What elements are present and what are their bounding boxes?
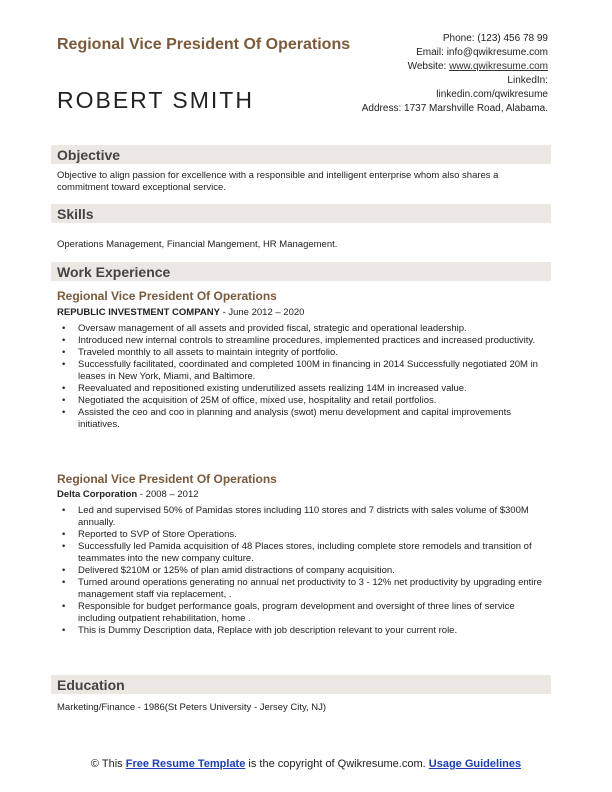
list-item: • Reevaluated and repositioned existing underutilized assets realizing 14M in increased value.: [62, 383, 552, 395]
email-value: info@qwikresume.com: [446, 47, 548, 58]
education-section-header: [51, 675, 551, 694]
education-heading: Education: [57, 677, 125, 693]
job-1-title: Regional Vice President Of Operations: [57, 289, 277, 303]
phone-label: Phone:: [442, 33, 475, 44]
list-item: • Responsible for budget performance goals, program development and oversight of three lines of service including outpatient rehabilitation, home .: [62, 601, 552, 625]
contact-website: [318, 60, 548, 74]
job-2-title: Regional Vice President Of Operations: [57, 472, 277, 486]
job-2-company-line: [57, 489, 199, 500]
contact-phone: [318, 32, 548, 46]
objective-heading: Objective: [57, 147, 121, 163]
address-value: 1737 Marshville Road, Alabama.: [404, 103, 548, 114]
job-2-company: Delta Corporation: [57, 489, 138, 500]
footer-prefix: © This: [90, 758, 123, 770]
job-1-company-line: [57, 307, 304, 318]
objective-section-header: [51, 145, 551, 164]
website-label: Website:: [407, 61, 447, 72]
free-resume-template-link[interactable]: Free Resume Template: [125, 758, 246, 770]
contact-address: [318, 102, 548, 116]
list-item: • Led and supervised 50% of Pamidas stores including 110 stores and 7 districts with sales volume of $300M annually.: [62, 505, 552, 529]
work-section-header: [51, 262, 551, 281]
skills-section-header: [51, 204, 551, 223]
list-item: • Traveled monthly to all assets to maintain integrity of portfolio.: [62, 347, 552, 359]
list-item: • Introduced new internal controls to streamline procedures, implemented practices and increased productivity.: [62, 335, 552, 347]
skills-text: Operations Management, Financial Mangement, HR Management.: [57, 239, 338, 250]
list-item: • This is Dummy Description data, Replace with job description relevant to your current role.: [62, 625, 552, 637]
job-1-bullets: [62, 323, 552, 431]
list-item: • Delivered $210M or 125% of plan amid distractions of company acquisition.: [62, 565, 552, 577]
skills-heading: Skills: [57, 206, 94, 222]
job-1-dates: - June 2012 – 2020: [222, 307, 305, 318]
list-item: • Successfully facilitated, coordinated and completed 100M in financing in 2014 Successfully negotiated 20M in leases in New York, Miami, and Baltimore.: [62, 359, 552, 383]
list-item: • Reported to SVP of Store Operations.: [62, 529, 552, 541]
objective-text: Objective to align passion for excellence with a responsible and intelligent enterprise whom also shares a commitment toward exceptional service.: [57, 170, 499, 193]
contact-linkedin-label: LinkedIn:: [507, 75, 548, 86]
contact-linkedin-value: linkedin.com/qwikresume: [436, 89, 548, 100]
work-heading: Work Experience: [57, 264, 171, 280]
job-1-company: REPUBLIC INVESTMENT COMPANY: [57, 307, 220, 318]
footer-middle: is the copyright of Qwikresume.com.: [248, 758, 426, 770]
list-item: • Negotiated the acquisition of 25M of office, mixed use, hospitality and retail portfolios.: [62, 395, 552, 407]
address-label: Address:: [361, 103, 402, 114]
email-label: Email:: [416, 47, 444, 58]
list-item: • Successfully led Pamida acquisition of 48 Places stores, including complete store remodels and transition of teammates into the new company culture.: [62, 541, 552, 565]
phone-value: (123) 456 78 99: [477, 33, 548, 44]
list-item: • Oversaw management of all assets and provided fiscal, strategic and operational leadership.: [62, 323, 552, 335]
contact-email: [318, 46, 548, 60]
list-item: • Turned around operations generating no annual net productivity to 3 - 12% net productivity by upgrading entire management staff via replacement, .: [62, 577, 552, 601]
job-title-heading: Regional Vice President Of Operations: [57, 36, 351, 53]
candidate-name: ROBERT SMITH: [57, 87, 254, 113]
usage-guidelines-link[interactable]: Usage Guidelines: [428, 758, 522, 770]
contact-block: [318, 32, 548, 116]
list-item: • Assisted the ceo and coo in planning and analysis (swot) menu development and capital improvements initiatives.: [62, 407, 552, 431]
job-2-dates: - 2008 – 2012: [139, 489, 199, 500]
education-text: Marketing/Finance - 1986(St Peters University - Jersey City, NJ): [57, 702, 327, 713]
website-link[interactable]: www.qwikresume.com: [449, 61, 548, 72]
job-2-bullets: [62, 505, 552, 637]
copyright-footer: [0, 758, 612, 771]
